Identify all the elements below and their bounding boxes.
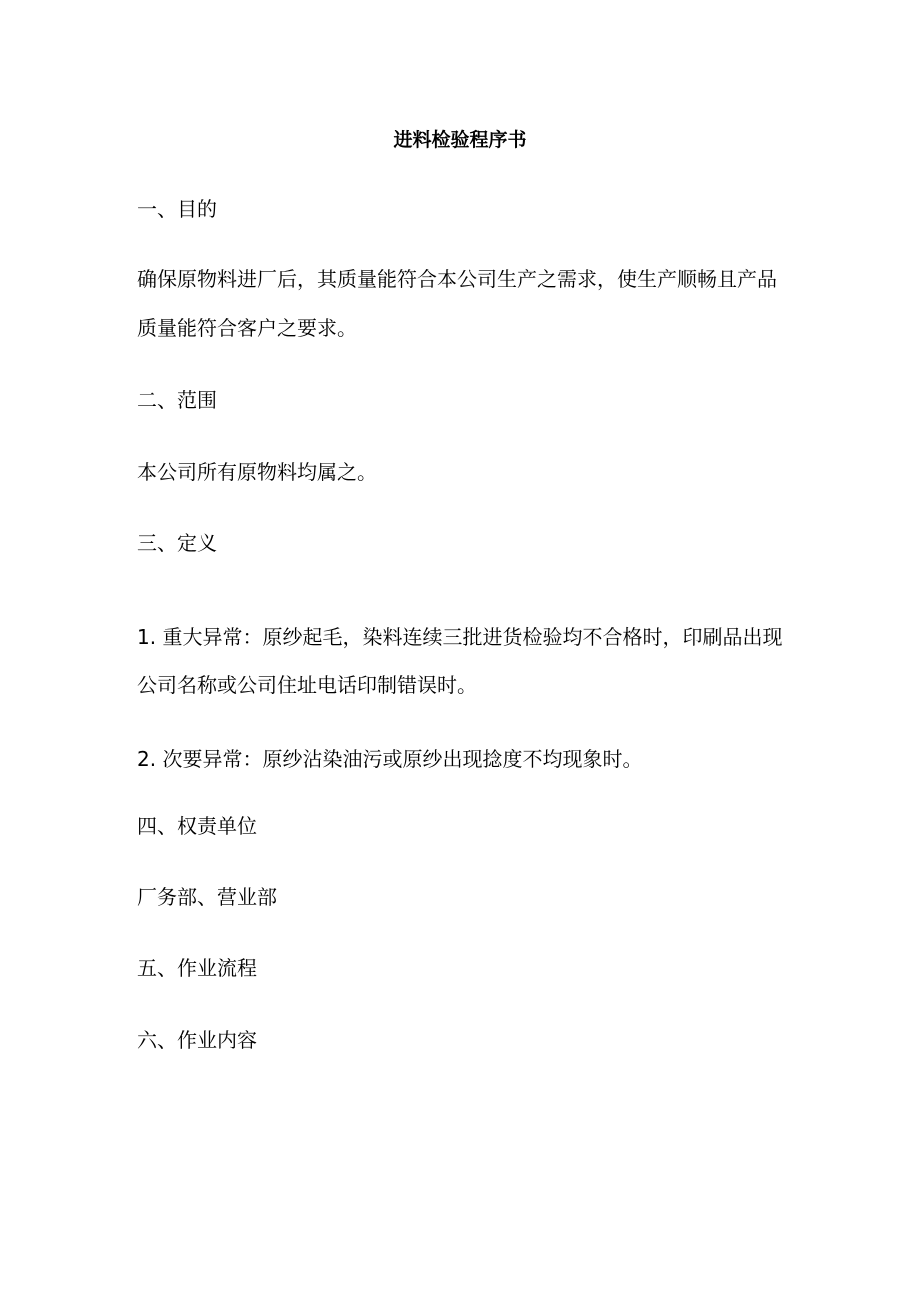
- responsibility-text: 厂务部、营业部: [137, 885, 277, 909]
- responsibility-heading: 四、权责单位: [137, 814, 257, 838]
- content-heading: 六、作业内容: [137, 1028, 257, 1052]
- document-title: 进料检验程序书: [393, 129, 527, 151]
- definition-item-2: 2. 次要异常：原纱沾染油污或原纱出现捻度不均现象时。: [137, 747, 643, 771]
- scope-heading: 二、范围: [137, 388, 217, 412]
- purpose-text-line-1: 确保原物料进厂后，其质量能符合本公司生产之需求，使生产顺畅且产品: [137, 267, 777, 291]
- definition-heading: 三、定义: [137, 531, 217, 555]
- purpose-heading: 一、目的: [137, 197, 217, 221]
- definition-item-1-line-2: 公司名称或公司住址电话印制错误时。: [137, 673, 477, 697]
- definition-item-1-line-1: 1. 重大异常：原纱起毛，染料连续三批进货检验均不合格时，印刷品出现: [137, 625, 783, 649]
- scope-text: 本公司所有原物料均属之。: [137, 460, 377, 484]
- process-heading: 五、作业流程: [137, 956, 257, 980]
- purpose-text-line-2: 质量能符合客户之要求。: [137, 316, 357, 340]
